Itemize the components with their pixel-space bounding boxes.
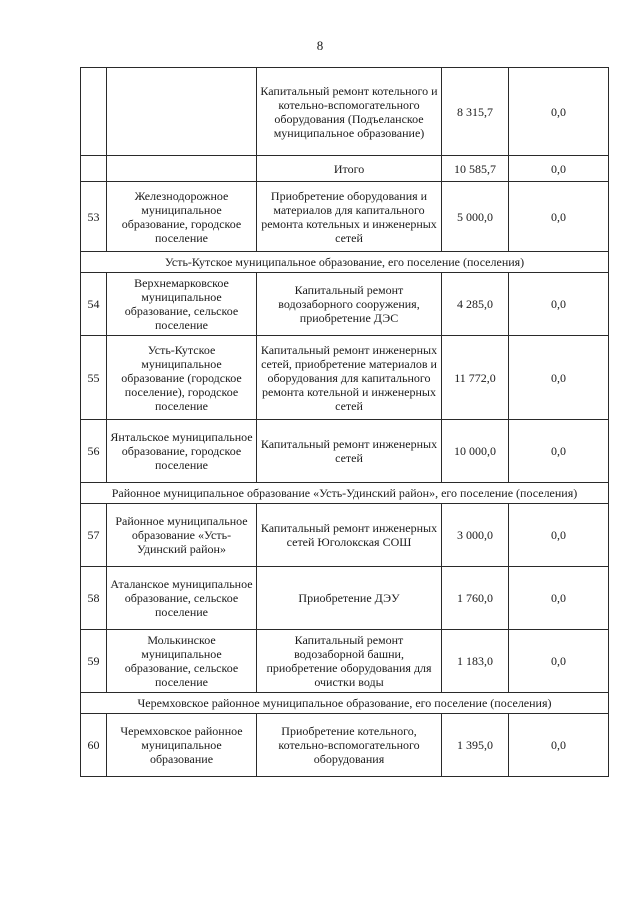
row-number: 58 xyxy=(81,567,107,630)
event-description: Приобретение оборудования и материалов для капитального ремонта котельных и инженерных сетей xyxy=(257,182,442,252)
table-row xyxy=(81,420,609,483)
secondary-amount: 0,0 xyxy=(509,504,609,567)
section-title: Черемховское районное муниципальное образование, его поселение (поселения) xyxy=(81,693,609,714)
amount: 4 285,0 xyxy=(442,273,509,336)
municipality-name: Молькинское муниципальное образование, сельское поселение xyxy=(107,630,257,693)
page-number: 8 xyxy=(316,38,324,53)
secondary-amount: 0,0 xyxy=(509,567,609,630)
amount: 8 315,7 xyxy=(442,68,509,156)
row-number: 57 xyxy=(81,504,107,567)
section-header-row xyxy=(81,252,609,273)
municipality-name: Янтальское муниципальное образование, городское поселение xyxy=(107,420,257,483)
event-description: Итого xyxy=(257,156,442,182)
table-row xyxy=(81,68,609,156)
municipality-name: Районное муниципальное образование «Усть-Удинский район» xyxy=(107,504,257,567)
amount: 1 395,0 xyxy=(442,714,509,777)
table-row xyxy=(81,714,609,777)
secondary-amount: 0,0 xyxy=(509,68,609,156)
row-number xyxy=(81,156,107,182)
event-description: Капитальный ремонт инженерных сетей Юголокская СОШ xyxy=(257,504,442,567)
municipality-name xyxy=(107,68,257,156)
table-row xyxy=(81,567,609,630)
municipality-name: Верхнемарковское муниципальное образование, сельское поселение xyxy=(107,273,257,336)
table-row xyxy=(81,630,609,693)
table-row xyxy=(81,156,609,182)
amount: 1 760,0 xyxy=(442,567,509,630)
event-description: Приобретение котельного, котельно-вспомогательного оборудования xyxy=(257,714,442,777)
amount: 1 183,0 xyxy=(442,630,509,693)
secondary-amount: 0,0 xyxy=(509,182,609,252)
row-number: 53 xyxy=(81,182,107,252)
amount: 10 000,0 xyxy=(442,420,509,483)
amount: 10 585,7 xyxy=(442,156,509,182)
secondary-amount: 0,0 xyxy=(509,156,609,182)
municipality-name: Аталанское муниципальное образование, сельское поселение xyxy=(107,567,257,630)
municipality-name: Усть-Кутское муниципальное образование (городское поселение), городское поселение xyxy=(107,336,257,420)
table-row xyxy=(81,273,609,336)
section-title: Районное муниципальное образование «Усть-Удинский район», его поселение (поселения) xyxy=(81,483,609,504)
section-title: Усть-Кутское муниципальное образование, его поселение (поселения) xyxy=(81,252,609,273)
secondary-amount: 0,0 xyxy=(509,630,609,693)
table-body xyxy=(81,68,609,777)
row-number xyxy=(81,68,107,156)
secondary-amount: 0,0 xyxy=(509,336,609,420)
event-description: Капитальный ремонт инженерных сетей xyxy=(257,420,442,483)
row-number: 54 xyxy=(81,273,107,336)
row-number: 60 xyxy=(81,714,107,777)
event-description: Капитальный ремонт водозаборной башни, приобретение оборудования для очистки воды xyxy=(257,630,442,693)
secondary-amount: 0,0 xyxy=(509,714,609,777)
amount: 3 000,0 xyxy=(442,504,509,567)
row-number: 56 xyxy=(81,420,107,483)
municipality-name: Черемховское районное муниципальное образование xyxy=(107,714,257,777)
secondary-amount: 0,0 xyxy=(509,273,609,336)
municipality-name xyxy=(107,156,257,182)
secondary-amount: 0,0 xyxy=(509,420,609,483)
event-description: Капитальный ремонт котельного и котельно-вспомогательного оборудования (Подъеланское муниципальное образование) xyxy=(257,68,442,156)
municipality-name: Железнодорожное муниципальное образование, городское поселение xyxy=(107,182,257,252)
table-row xyxy=(81,504,609,567)
event-description: Приобретение ДЭУ xyxy=(257,567,442,630)
event-description: Капитальный ремонт инженерных сетей, приобретение материалов и оборудования для капитального ремонта котельной и инженерных сетей xyxy=(257,336,442,420)
table-row xyxy=(81,182,609,252)
table-row xyxy=(81,336,609,420)
row-number: 55 xyxy=(81,336,107,420)
amount: 11 772,0 xyxy=(442,336,509,420)
event-description: Капитальный ремонт водозаборного сооружения, приобретение ДЭС xyxy=(257,273,442,336)
row-number: 59 xyxy=(81,630,107,693)
section-header-row xyxy=(81,483,609,504)
amount: 5 000,0 xyxy=(442,182,509,252)
section-header-row xyxy=(81,693,609,714)
allocation-table xyxy=(80,67,609,777)
